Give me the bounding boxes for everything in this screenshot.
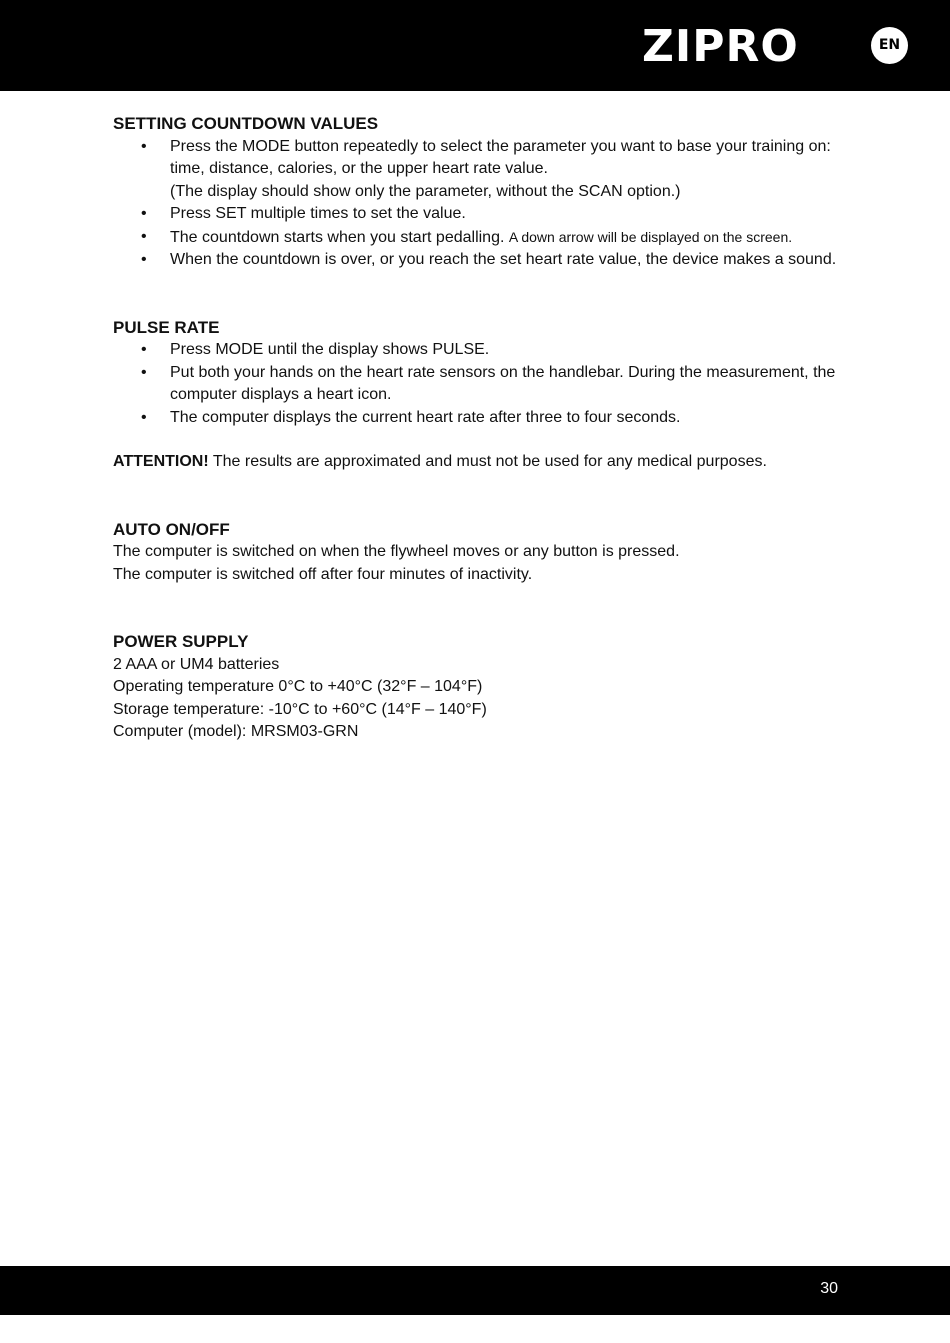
power-heading: POWER SUPPLY <box>113 632 249 651</box>
list-item <box>113 407 843 430</box>
bullet-icon: • <box>141 408 147 426</box>
attention-text: The results are approximated and must not be used for any medical purposes. <box>208 453 767 470</box>
list-item-text: Put both your hands on the heart rate sensors on the handlebar. During the measurement, the computer displays a heart icon. <box>170 363 836 403</box>
auto-line: The computer is switched on when the flywheel moves or any button is pressed. <box>113 543 680 560</box>
power-line: 2 AAA or UM4 batteries <box>113 655 280 673</box>
page-content <box>113 113 843 744</box>
list-item <box>113 203 843 226</box>
list-item-text: The computer displays the current heart rate after three to four seconds. <box>170 408 681 426</box>
countdown-heading: SETTING COUNTDOWN VALUES <box>113 114 379 133</box>
power-line: Operating temperature 0°C to +40°C (32°F – 104°F) <box>113 678 483 695</box>
bullet-icon: • <box>141 363 147 381</box>
page-number: 30 <box>820 1280 838 1297</box>
list-item-note: (The display should show only the parameter, without the SCAN option.) <box>170 182 681 200</box>
power-line: Storage temperature: -10°C to +60°C (14°F – 140°F) <box>113 700 487 718</box>
list-item-text: Press SET multiple times to set the value. <box>170 205 466 222</box>
bullet-icon: • <box>141 205 147 222</box>
language-badge: EN <box>871 27 908 64</box>
auto-heading: AUTO ON/OFF <box>113 519 230 539</box>
attention-label: ATTENTION! <box>113 453 209 470</box>
list-item-text: Press the MODE button repeatedly to select the parameter you want to base your training on: time, distance, calories, or the upper heart rate value. <box>170 137 831 177</box>
bullet-icon: • <box>141 227 147 245</box>
list-item <box>113 339 843 362</box>
list-item-text: The countdown starts when you start pedalling. <box>170 228 505 246</box>
zipro-logo: ZIPRO <box>642 21 799 72</box>
bullet-icon: • <box>141 341 147 358</box>
list-item-text: When the countdown is over, or you reach the set heart rate value, the device makes a sound. <box>170 251 837 268</box>
list-item-small-note: A down arrow will be displayed on the screen. <box>508 228 793 245</box>
attention-note <box>113 451 843 474</box>
power-line: Computer (model): MRSM03-GRN <box>113 723 359 740</box>
list-item <box>113 249 843 272</box>
list-item <box>113 226 843 250</box>
page-footer <box>0 1266 950 1315</box>
countdown-list <box>113 136 843 272</box>
list-item <box>113 362 843 407</box>
pulse-heading: PULSE RATE <box>113 317 220 337</box>
pulse-list <box>113 339 843 429</box>
page-header <box>0 0 950 91</box>
list-item <box>113 136 843 204</box>
auto-line: The computer is switched off after four minutes of inactivity. <box>113 565 533 583</box>
bullet-icon: • <box>141 251 147 268</box>
list-item-text: Press MODE until the display shows PULSE. <box>170 341 490 358</box>
section-spacer <box>113 429 843 451</box>
bullet-icon: • <box>141 137 147 155</box>
section-spacer <box>113 586 843 631</box>
section-spacer <box>113 474 843 519</box>
section-spacer <box>113 272 843 317</box>
